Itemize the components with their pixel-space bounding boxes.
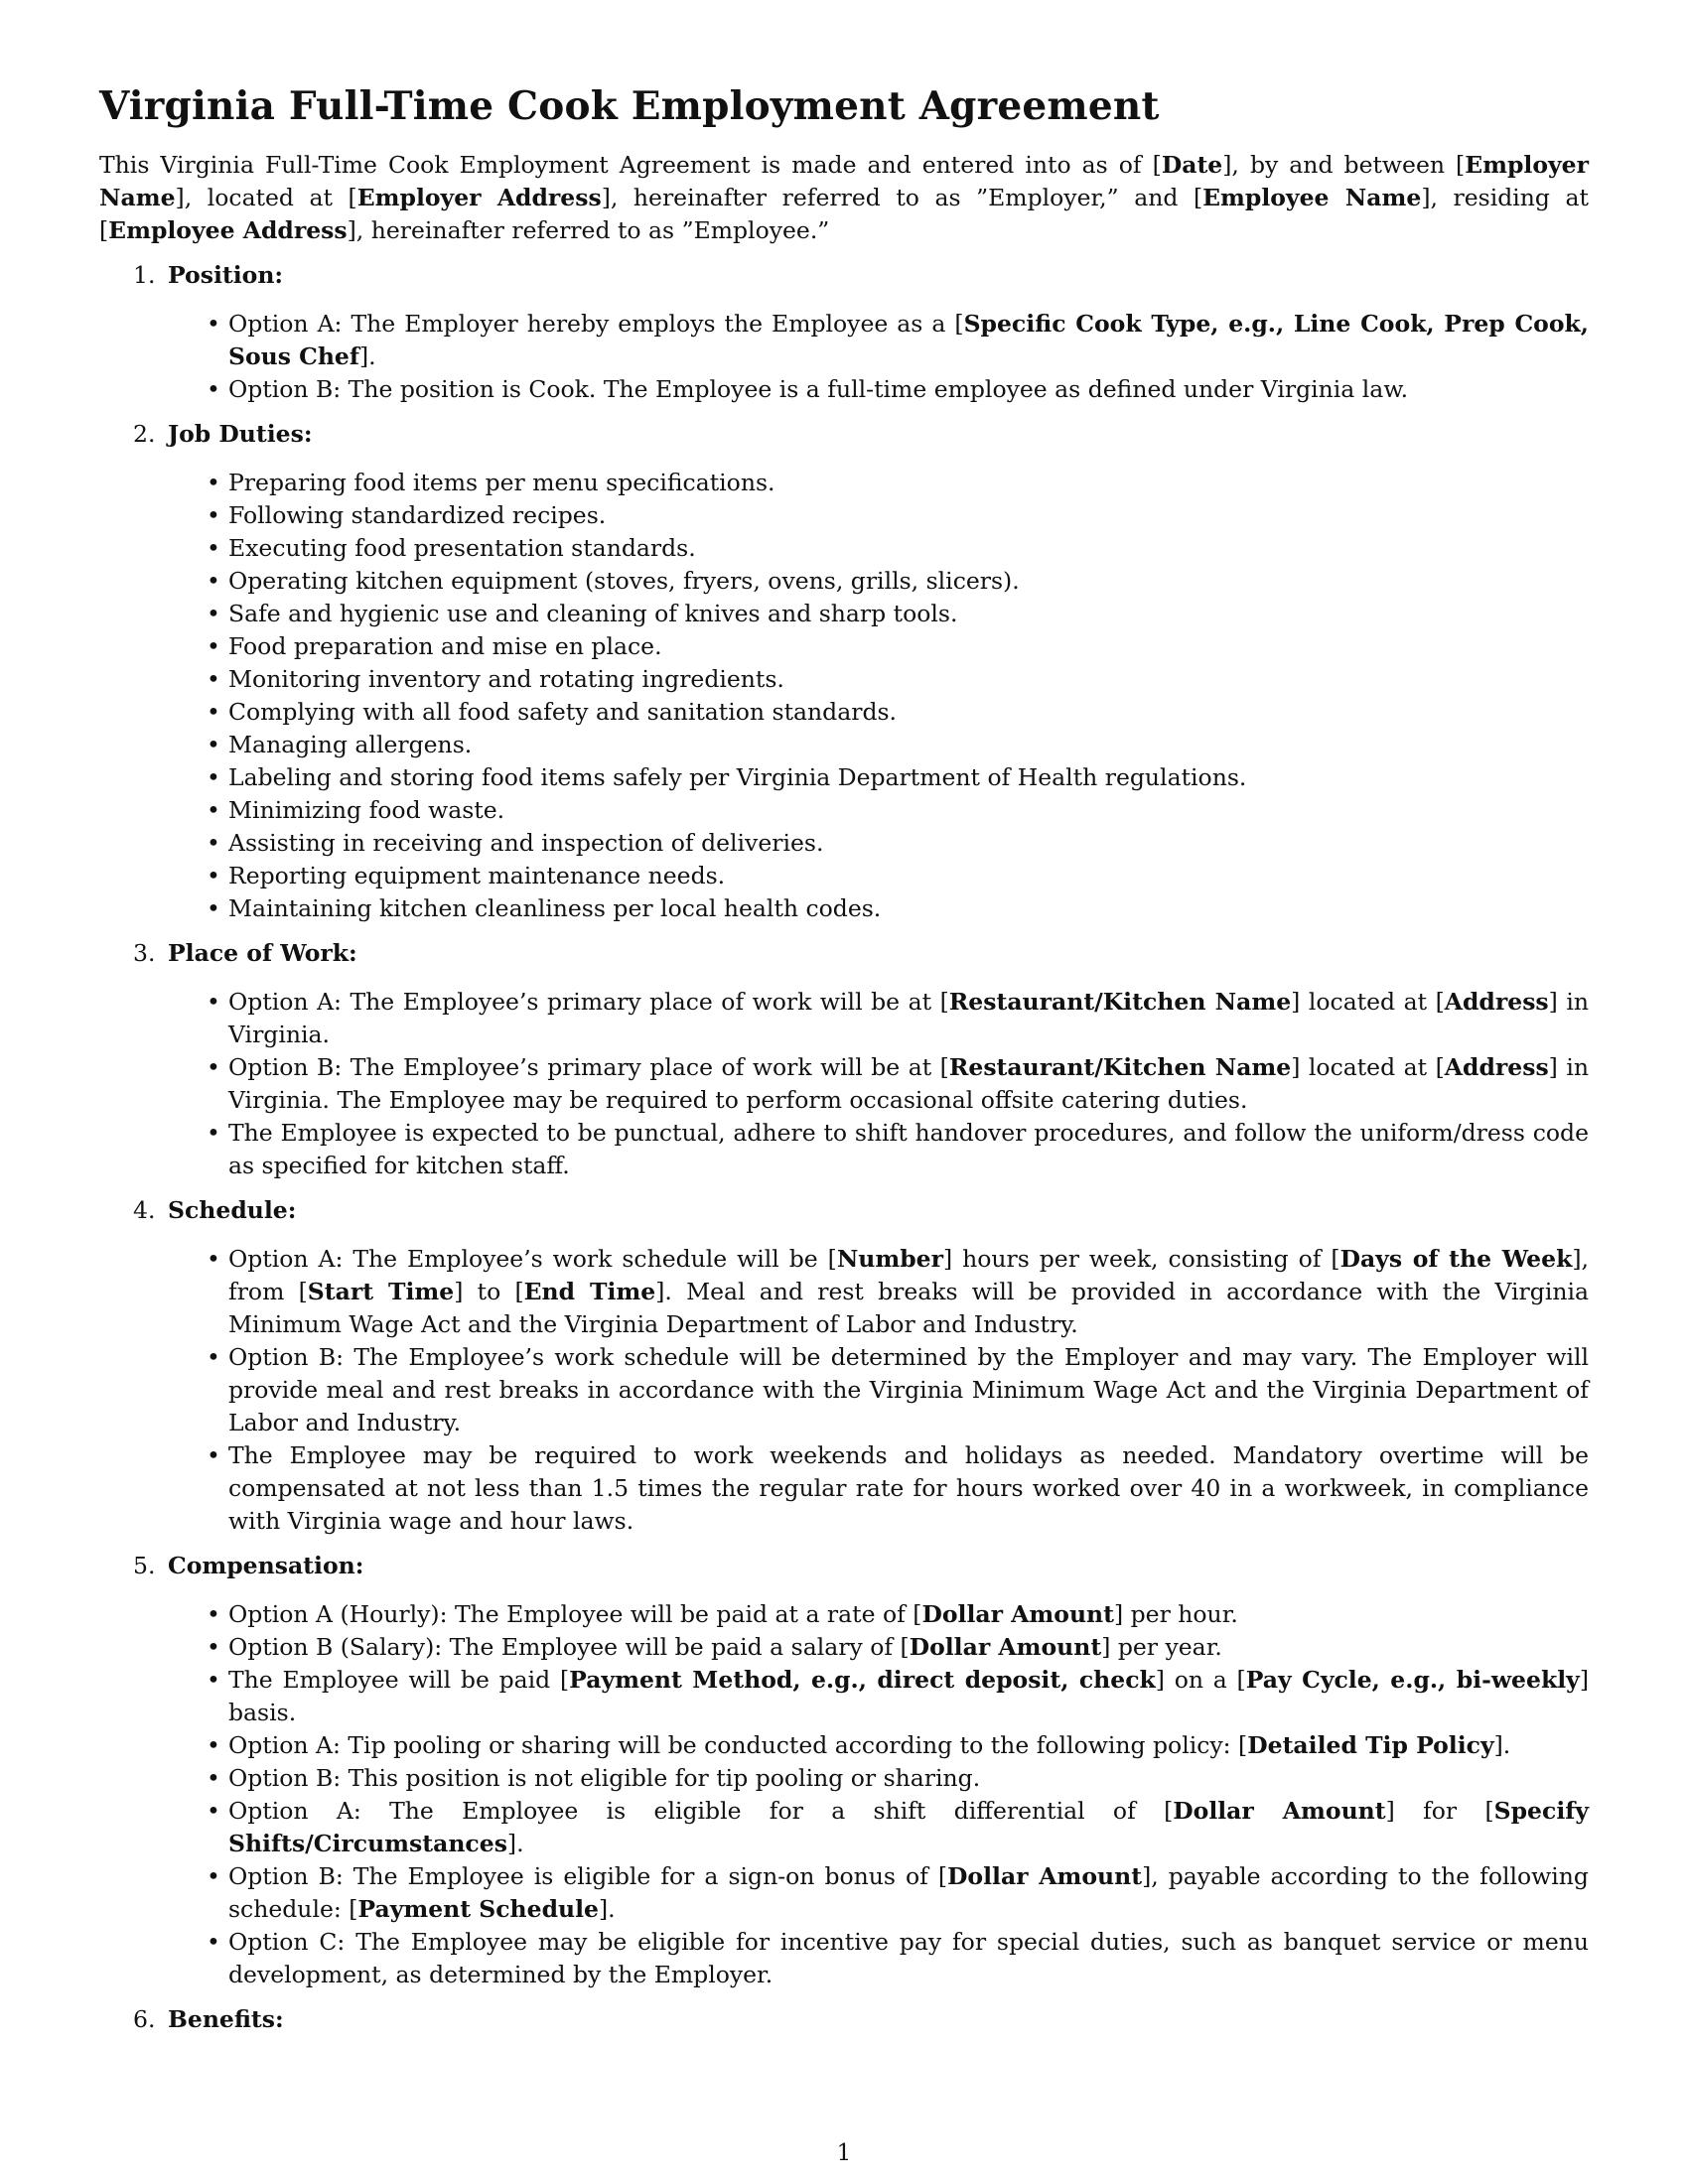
bullet-item (168, 827, 1589, 860)
placeholder-field: Restaurant/Kitchen Name (948, 988, 1292, 1016)
section-item (99, 1194, 1589, 1538)
text-run: Reporting equipment maintenance needs. (228, 862, 726, 889)
placeholder-field: Dollar Amount (947, 1862, 1143, 1890)
text-run: Option A: Tip pooling or sharing will be conducted according to the following policy: [ (228, 1731, 1248, 1759)
bullet-item (168, 308, 1589, 373)
text-run: Managing allergens. (228, 731, 473, 758)
bullet-list (168, 467, 1589, 925)
text-run: ], payable according to the following schedule: [ (228, 1862, 1589, 1923)
placeholder-field: Number (836, 1245, 944, 1273)
intro-paragraph (99, 149, 1589, 247)
bullet-list (168, 308, 1589, 406)
text-run: ]. (359, 342, 376, 370)
bullet-item (168, 1860, 1589, 1926)
text-run: ] per year. (1101, 1633, 1222, 1661)
text-run: Option A: The Employer hereby employs the Employee as a [ (228, 310, 964, 338)
page-number: 1 (836, 2140, 852, 2166)
bullet-item (168, 1729, 1589, 1762)
text-run: ]. Meal and rest breaks will be provided in accordance with the Virginia Minimum Wage Act and the Virginia Department of Labor and Industry. (228, 1278, 1590, 1338)
text-run: This Virginia Full-Time Cook Employment Agreement is made and entered into as of (99, 151, 1153, 179)
placeholder-field: Employer Address (356, 184, 602, 211)
text-run: Option B (Salary): The Employee will be paid a salary of [ (228, 1633, 910, 1661)
text-run: Option A (Hourly): The Employee will be paid at a rate of [ (228, 1600, 922, 1628)
section-item (99, 937, 1589, 1182)
text-run: Option A: The Employee’s primary place of work will be at [ (228, 988, 949, 1016)
placeholder-field: Detailed Tip Policy (1247, 1731, 1494, 1759)
text-run: Following standardized recipes. (228, 501, 607, 529)
placeholder-field: Payment Schedule (357, 1895, 599, 1923)
bullet-item (168, 1243, 1589, 1341)
text-run: The Employee is expected to be punctual, adhere to shift handover procedures, and follow the uniform/dress code as specified for kitchen staff. (228, 1119, 1589, 1179)
section-number: 4. (133, 1196, 156, 1224)
text-run: Preparing food items per menu specifications. (228, 469, 775, 496)
text-run: Complying with all food safety and sanitation standards. (228, 698, 898, 726)
section-number: 1. (133, 261, 156, 289)
text-run: Option B: The Employee’s primary place of work will be at [ (228, 1053, 949, 1081)
bullet-item (168, 1439, 1589, 1538)
placeholder-field: End Time (523, 1278, 656, 1305)
section-number: 6. (133, 2005, 156, 2033)
placeholder-field: Address (1444, 988, 1549, 1016)
bullet-item (168, 794, 1589, 827)
text-run: Option A: The Employee is eligible for a shift differential of [ (228, 1797, 1174, 1825)
section-item (99, 1550, 1589, 1991)
placeholder-field: Restaurant/Kitchen Name (948, 1053, 1292, 1081)
bullet-item (168, 499, 1589, 532)
bullet-item (168, 860, 1589, 892)
text-run: ]. (599, 1895, 616, 1923)
placeholder-field: Days of the Week (1339, 1245, 1573, 1273)
section-title: Schedule: (168, 1196, 297, 1224)
placeholder-field: Pay Cycle, e.g., bi-weekly (1245, 1666, 1580, 1694)
placeholder-field: Employer Name (99, 151, 1590, 211)
text-run: Maintaining kitchen cleanliness per local health codes. (228, 894, 882, 922)
bullet-item (168, 1117, 1589, 1182)
placeholder-field: Specific Cook Type, e.g., Line Cook, Prep Cook, Sous Chef (228, 310, 1589, 370)
placeholder-field: Dollar Amount (921, 1600, 1114, 1628)
bullet-item (168, 1051, 1589, 1117)
bullet-item (168, 565, 1589, 598)
bullet-item (168, 1795, 1589, 1860)
text-run: ], by and between [ (1222, 151, 1466, 179)
text-run: ], from [ (228, 1245, 1589, 1305)
text-run: Food preparation and mise en place. (228, 632, 662, 660)
text-run: Option B: The Employee is eligible for a sign-on bonus of [ (228, 1862, 948, 1890)
text-run: ] basis. (228, 1666, 1589, 1726)
text-run: ], hereinafter referred to as ”Employee.” (347, 216, 830, 244)
text-run: ] per hour. (1113, 1600, 1238, 1628)
text-run: Operating kitchen equipment (stoves, fryers, ovens, grills, slicers). (228, 567, 1020, 595)
section-list (99, 259, 1589, 2036)
placeholder-field: Date (1161, 151, 1223, 179)
text-run: ], residing at [ (99, 184, 1589, 244)
section-title: Position: (168, 261, 284, 289)
text-run: Option C: The Employee may be eligible for incentive pay for special duties, such as banquet service or menu development, as determined by the Employer. (228, 1928, 1589, 1988)
bullet-item (168, 1631, 1589, 1664)
text-run: The Employee will be paid [ (228, 1666, 570, 1694)
placeholder-field: Start Time (307, 1278, 455, 1305)
text-run: Executing food presentation standards. (228, 534, 696, 562)
placeholder-field: Dollar Amount (909, 1633, 1102, 1661)
text-run: Option B: The Employee’s work schedule will be determined by the Employer and may vary. The Employer will provide meal and rest breaks in accordance with the Virginia Minimum Wage Act and the Virginia Department of Labor and Industry. (228, 1343, 1589, 1436)
bullet-item (168, 1664, 1589, 1729)
text-run: ] in Virginia. (228, 988, 1589, 1048)
text-run: [ (1152, 151, 1162, 179)
text-run: Monitoring inventory and rotating ingredients. (228, 665, 784, 693)
placeholder-field: Payment Method, e.g., direct deposit, check (569, 1666, 1156, 1694)
text-run: ] located at [ (1291, 988, 1445, 1016)
bullet-list (168, 1243, 1589, 1538)
text-run: ] to [ (454, 1278, 524, 1305)
text-run: Minimizing food waste. (228, 796, 505, 824)
section-title: Compensation: (168, 1552, 364, 1579)
text-run: ] hours per week, consisting of [ (943, 1245, 1340, 1273)
text-run: ] for [ (1385, 1797, 1494, 1825)
bullet-item (168, 729, 1589, 761)
placeholder-field: Dollar Amount (1173, 1797, 1386, 1825)
bullet-item (168, 532, 1589, 565)
section-item (99, 2003, 1589, 2036)
section-number: 5. (133, 1552, 156, 1579)
section-number: 3. (133, 939, 156, 967)
bullet-item (168, 598, 1589, 630)
section-title: Benefits: (168, 2005, 284, 2033)
placeholder-field: Employee Name (1202, 184, 1422, 211)
text-run: ] located at [ (1291, 1053, 1445, 1081)
placeholder-field: Address (1444, 1053, 1549, 1081)
bullet-item (168, 373, 1589, 406)
bullet-list (168, 1598, 1589, 1991)
bullet-item (168, 663, 1589, 696)
text-run: ], located at [ (175, 184, 357, 211)
bullet-item (168, 696, 1589, 729)
text-run: Option A: The Employee’s work schedule will be [ (228, 1245, 837, 1273)
section-item (99, 418, 1589, 925)
bullet-item (168, 761, 1589, 794)
text-run: Option B: The position is Cook. The Employee is a full-time employee as defined under Virginia law. (228, 375, 1409, 403)
section-title: Place of Work: (168, 939, 357, 967)
document-page (99, 81, 1589, 2036)
bullet-item (168, 1762, 1589, 1795)
text-run: ] on a [ (1155, 1666, 1246, 1694)
text-run: Option B: This position is not eligible for tip pooling or sharing. (228, 1764, 981, 1792)
placeholder-field: Specify Shifts/Circumstances (228, 1797, 1590, 1857)
bullet-item (168, 986, 1589, 1051)
bullet-item (168, 1598, 1589, 1631)
text-run: ]. (506, 1830, 524, 1857)
text-run: The Employee may be required to work weekends and holidays as needed. Mandatory overtime will be compensated at not less than 1.5 times the regular rate for hours worked over 40 in a workweek, in compliance with Virginia wage and hour laws. (228, 1441, 1589, 1535)
bullet-item (168, 892, 1589, 925)
document-title: Virginia Full-Time Cook Employment Agreement (99, 83, 1160, 129)
text-run: ]. (1493, 1731, 1511, 1759)
bullet-item (168, 467, 1589, 499)
bullet-item (168, 1926, 1589, 1991)
text-run: Assisting in receiving and inspection of deliveries. (228, 829, 824, 857)
bullet-item (168, 630, 1589, 663)
text-run: ] in Virginia. The Employee may be required to perform occasional offsite catering duties. (228, 1053, 1589, 1114)
bullet-list (168, 986, 1589, 1182)
section-number: 2. (133, 420, 156, 448)
text-run: ], hereinafter referred to as ”Employer,” and [ (601, 184, 1203, 211)
bullet-item (168, 1341, 1589, 1439)
section-title: Job Duties: (168, 420, 313, 448)
text-run: Labeling and storing food items safely per Virginia Department of Health regulations. (228, 763, 1247, 791)
text-run: Safe and hygienic use and cleaning of knives and sharp tools. (228, 600, 958, 627)
section-item (99, 259, 1589, 406)
placeholder-field: Employee Address (108, 216, 348, 244)
